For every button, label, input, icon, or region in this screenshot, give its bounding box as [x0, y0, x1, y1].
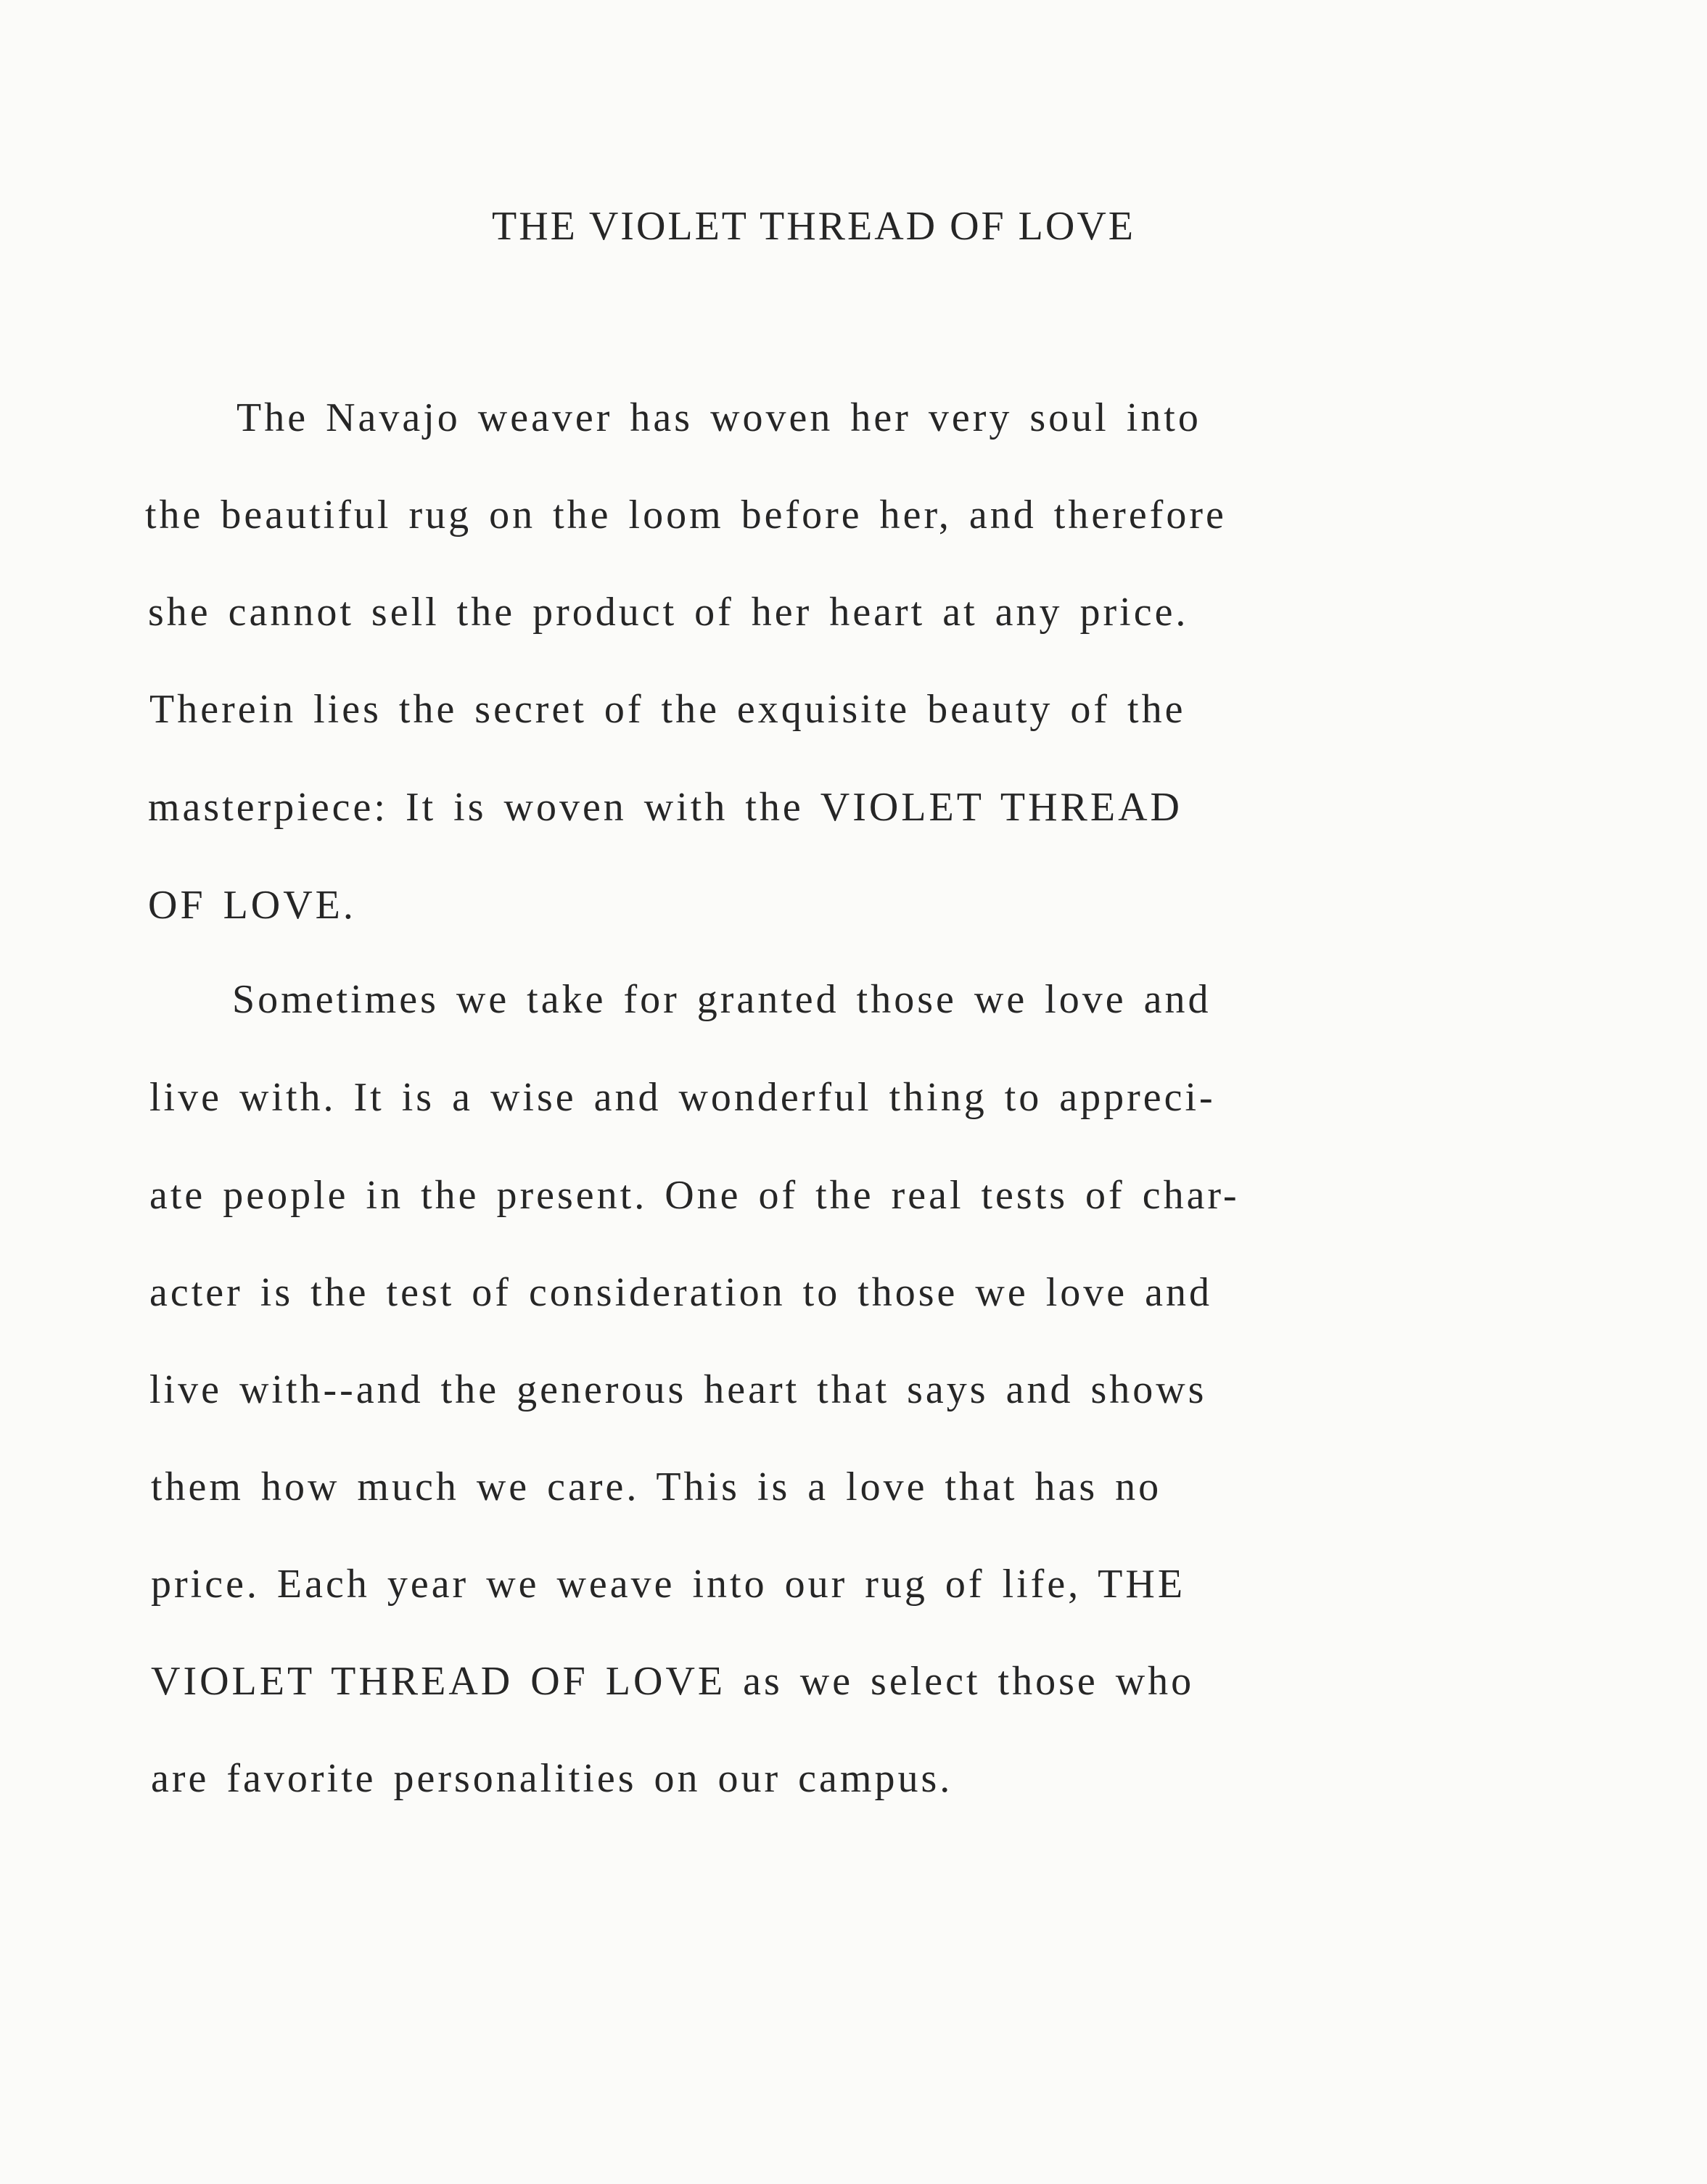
paragraph-2-line-6: them how much we care. This is a love that has no [151, 1464, 1162, 1509]
paragraph-2-line-2: live with. It is a wise and wonderful thing to appreci- [149, 1075, 1216, 1120]
paragraph-1-line-1: The Navajo weaver has woven her very soul into [236, 395, 1201, 440]
paragraph-2-line-7: price. Each year we weave into our rug of life, THE [151, 1562, 1186, 1607]
paragraph-2-line-3: ate people in the present. One of the real tests of char- [149, 1173, 1240, 1218]
page-title: THE VIOLET THREAD OF LOVE [492, 204, 1135, 249]
paragraph-1-line-5: masterpiece: It is woven with the VIOLET THREAD [148, 785, 1182, 830]
paragraph-2-line-8: VIOLET THREAD OF LOVE as we select those who [151, 1659, 1195, 1704]
paragraph-1-line-6: OF LOVE. [148, 883, 356, 928]
paragraph-1-line-4: Therein lies the secret of the exquisite beauty of the [149, 687, 1186, 732]
paragraph-2-line-1: Sometimes we take for granted those we love and [232, 977, 1212, 1022]
paragraph-1-line-3: she cannot sell the product of her heart at any price. [148, 590, 1189, 635]
paragraph-2-line-9: are favorite personalities on our campus. [151, 1756, 953, 1801]
paragraph-1-line-2: the beautiful rug on the loom before her, and therefore [145, 493, 1227, 537]
paragraph-2-line-4: acter is the test of consideration to those we love and [149, 1270, 1212, 1315]
paragraph-2-line-5: live with--and the generous heart that says and shows [149, 1367, 1207, 1412]
